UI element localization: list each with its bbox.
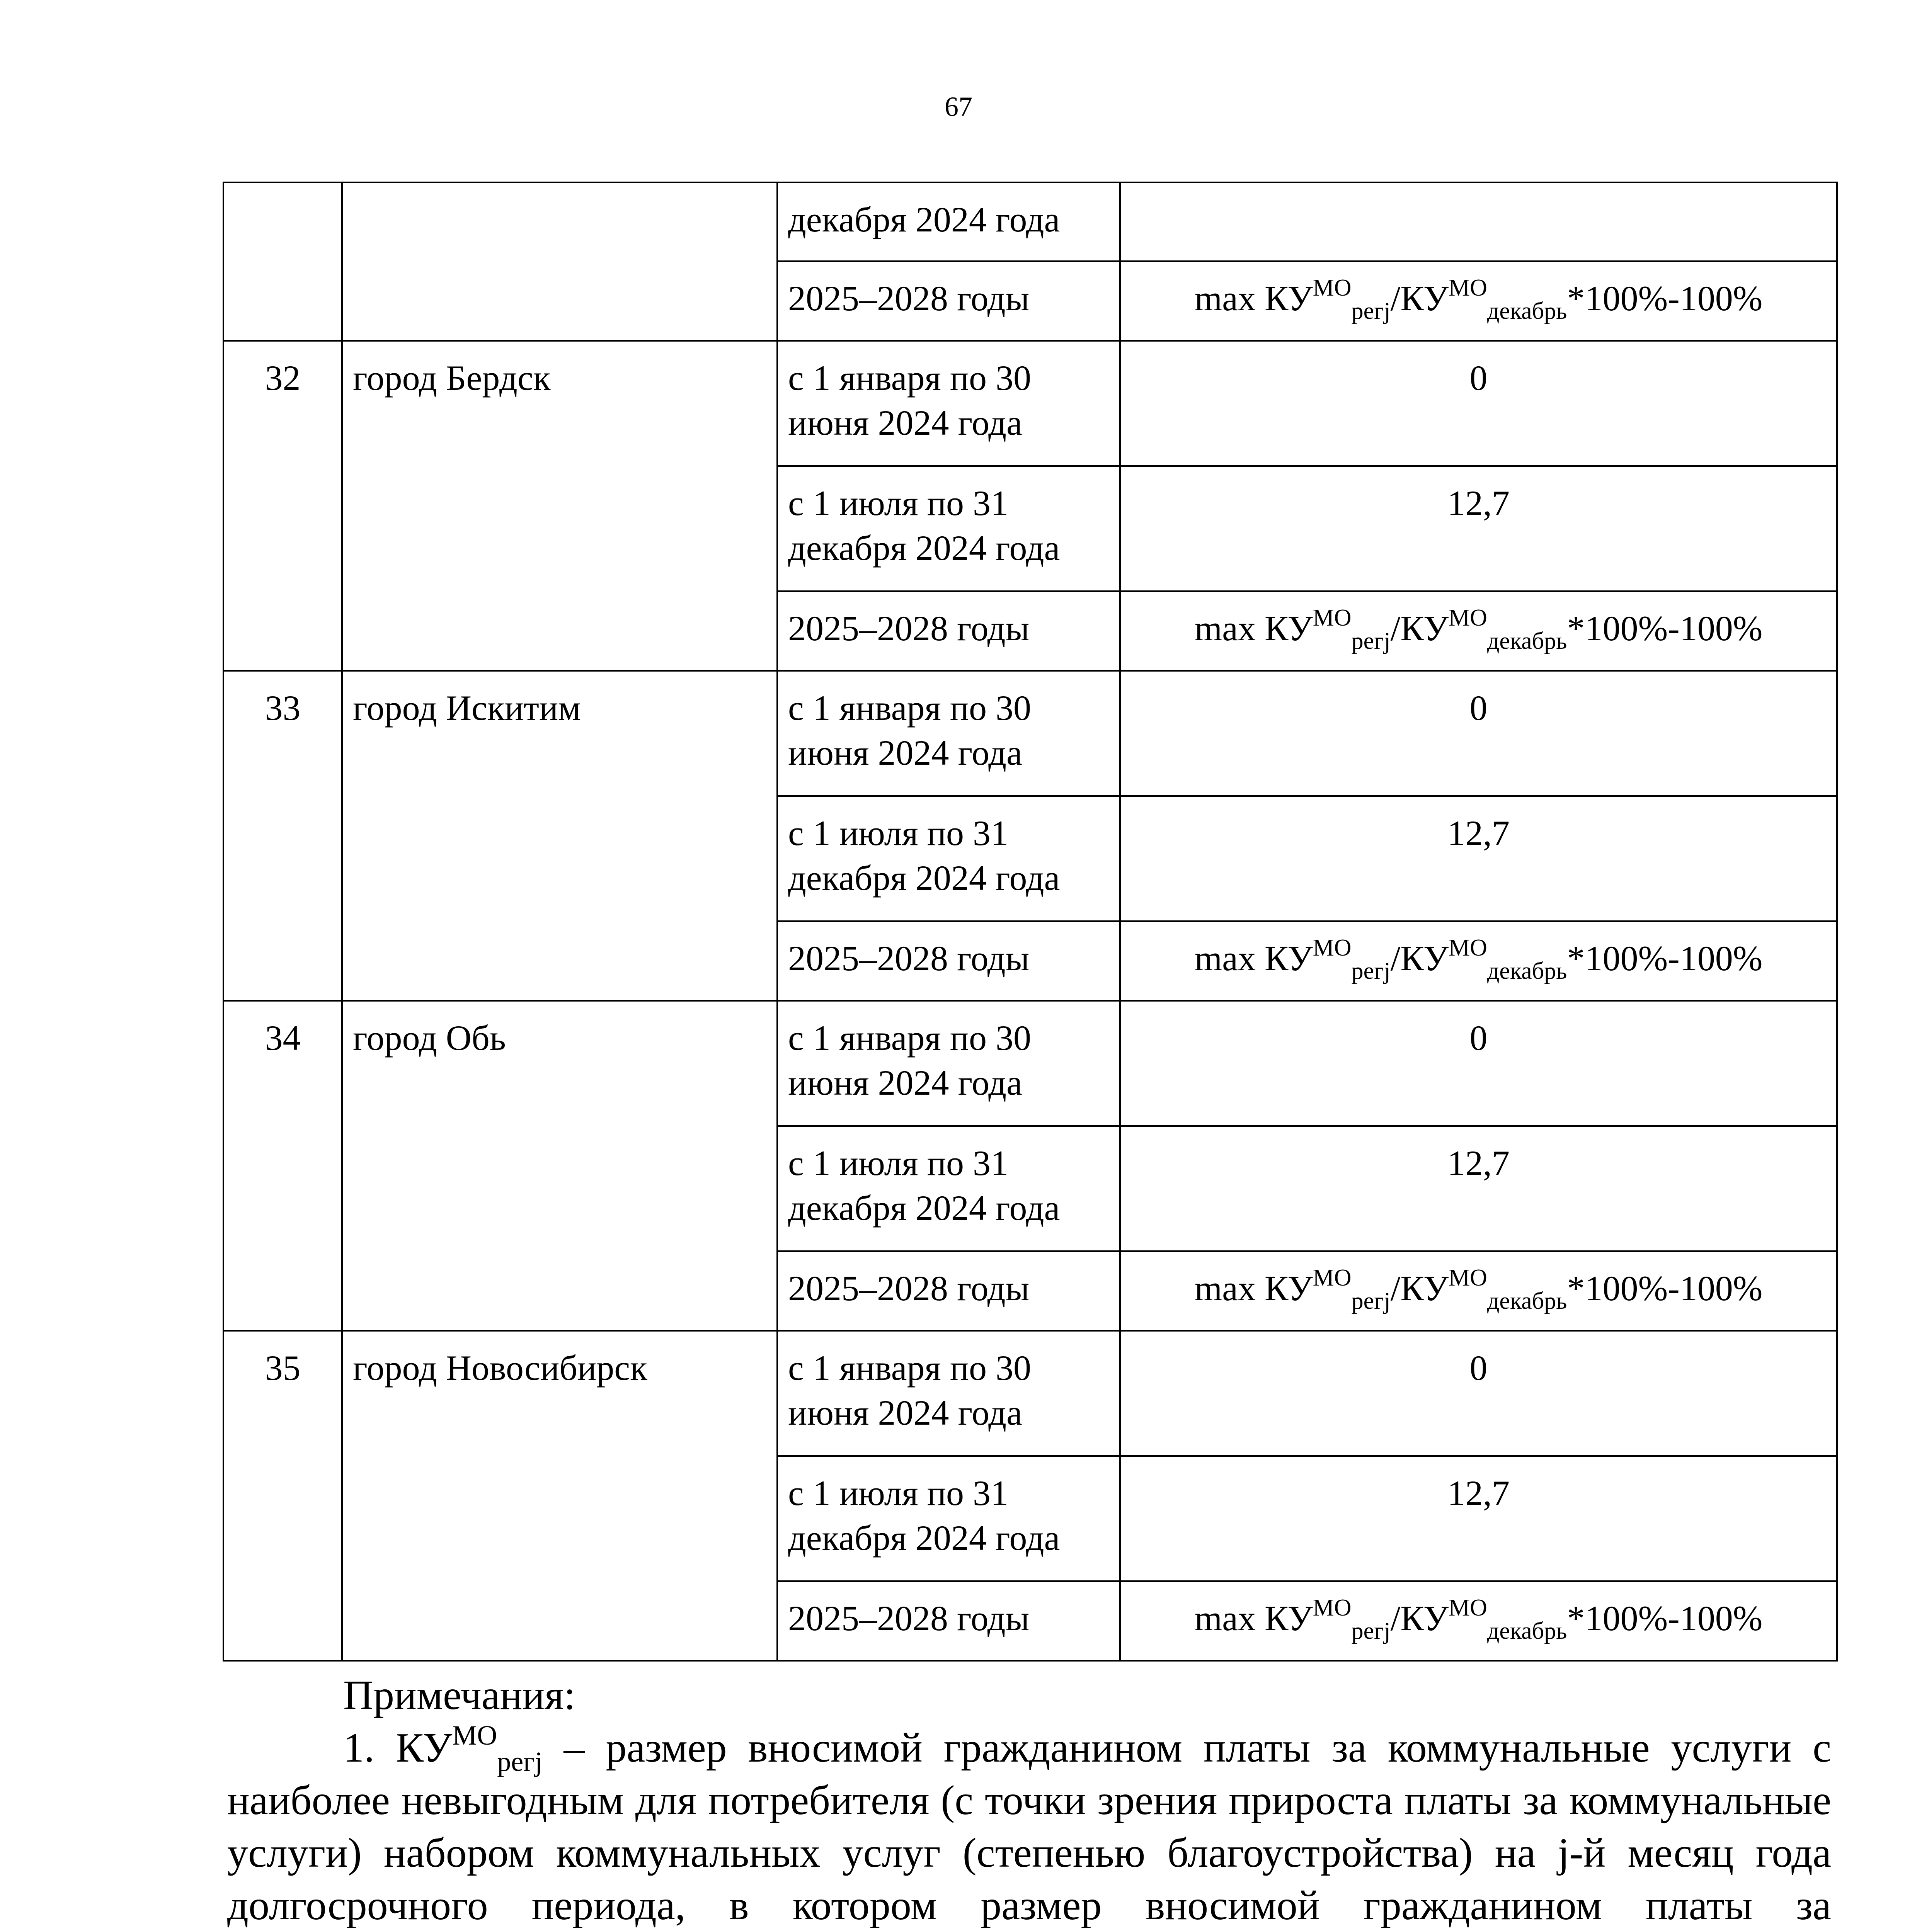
value-cell: 12,7: [1120, 796, 1837, 921]
value-cell: 0: [1120, 341, 1837, 466]
period-cell: 2025–2028 годы: [777, 1251, 1120, 1331]
row-number: 34: [223, 1001, 342, 1331]
period-cell: с 1 июля по 31 декабря 2024 года: [777, 796, 1120, 921]
municipality-name: город Новосибирск: [342, 1331, 777, 1661]
value-cell: 12,7: [1120, 1456, 1837, 1581]
period-cell: 2025–2028 годы: [777, 921, 1120, 1001]
period-cell: декабря 2024 года: [777, 182, 1120, 261]
table-row: [223, 1001, 1837, 1126]
formula: $\max КУ^{МО}_{регj}/КУ^{МО}_{декабрь}*100\%-100\%$: [1194, 935, 1763, 984]
row-number: 32: [223, 341, 342, 671]
period-cell: с 1 января по 30 июня 2024 года: [777, 1001, 1120, 1126]
value-cell: [1120, 182, 1837, 261]
note-1: 1. $КУ^{МО}_{регj}$ – размер вносимой гражданином платы за коммунальные услуги с наиболее невыгодным для потребителя (с точки зрения прироста платы за коммунальные услуги) набором коммунальных услуг (степенью благоустройства) на j-й месяц года долгосрочного периода, в котором размер вносимой гражданином платы за: [227, 1720, 1832, 1929]
municipality-name: город Обь: [342, 1001, 777, 1331]
row-number-cell: [223, 182, 342, 341]
period-cell: с 1 января по 30 июня 2024 года: [777, 341, 1120, 466]
value-cell: 0: [1120, 671, 1837, 796]
tariff-table: [223, 182, 1838, 1662]
table-row: [223, 1331, 1837, 1456]
formula-cell: [1120, 1581, 1837, 1661]
table-row: [223, 182, 1837, 261]
formula-cell: [1120, 921, 1837, 1001]
period-cell: 2025–2028 годы: [777, 261, 1120, 341]
row-number: 33: [223, 671, 342, 1001]
formula: $\max КУ^{МО}_{регj}/КУ^{МО}_{декабрь}*100\%-100\%$: [1194, 605, 1763, 654]
period-cell: с 1 января по 30 июня 2024 года: [777, 1331, 1120, 1456]
formula-cell: [1120, 591, 1837, 671]
value-cell: 0: [1120, 1331, 1837, 1456]
formula: $\max КУ^{МО}_{регj}/КУ^{МО}_{декабрь}*100\%-100\%$: [1194, 1595, 1763, 1644]
formula-cell: [1120, 261, 1837, 341]
formula: $\max КУ^{МО}_{регj}/КУ^{МО}_{декабрь}*100\%-100\%$: [1194, 275, 1763, 324]
value-cell: 12,7: [1120, 466, 1837, 591]
period-cell: 2025–2028 годы: [777, 591, 1120, 671]
period-cell: с 1 июля по 31 декабря 2024 года: [777, 1456, 1120, 1581]
municipality-name: город Бердск: [342, 341, 777, 671]
table-row: [223, 671, 1837, 796]
period-cell: с 1 июля по 31 декабря 2024 года: [777, 1126, 1120, 1251]
period-cell: с 1 января по 30 июня 2024 года: [777, 671, 1120, 796]
municipality-cell: [342, 182, 777, 341]
value-cell: 0: [1120, 1001, 1837, 1126]
notes: [227, 1669, 1831, 1932]
value-cell: 12,7: [1120, 1126, 1837, 1251]
period-cell: с 1 июля по 31 декабря 2024 года: [777, 466, 1120, 591]
municipality-name: город Искитим: [342, 671, 777, 1001]
page-number: 67: [945, 91, 972, 122]
formula-cell: [1120, 1251, 1837, 1331]
period-cell: 2025–2028 годы: [777, 1581, 1120, 1661]
table-row: [223, 341, 1837, 466]
row-number: 35: [223, 1331, 342, 1661]
notes-title: Примечания:: [343, 1672, 575, 1718]
formula: $\max КУ^{МО}_{регj}/КУ^{МО}_{декабрь}*100\%-100\%$: [1194, 1265, 1763, 1314]
